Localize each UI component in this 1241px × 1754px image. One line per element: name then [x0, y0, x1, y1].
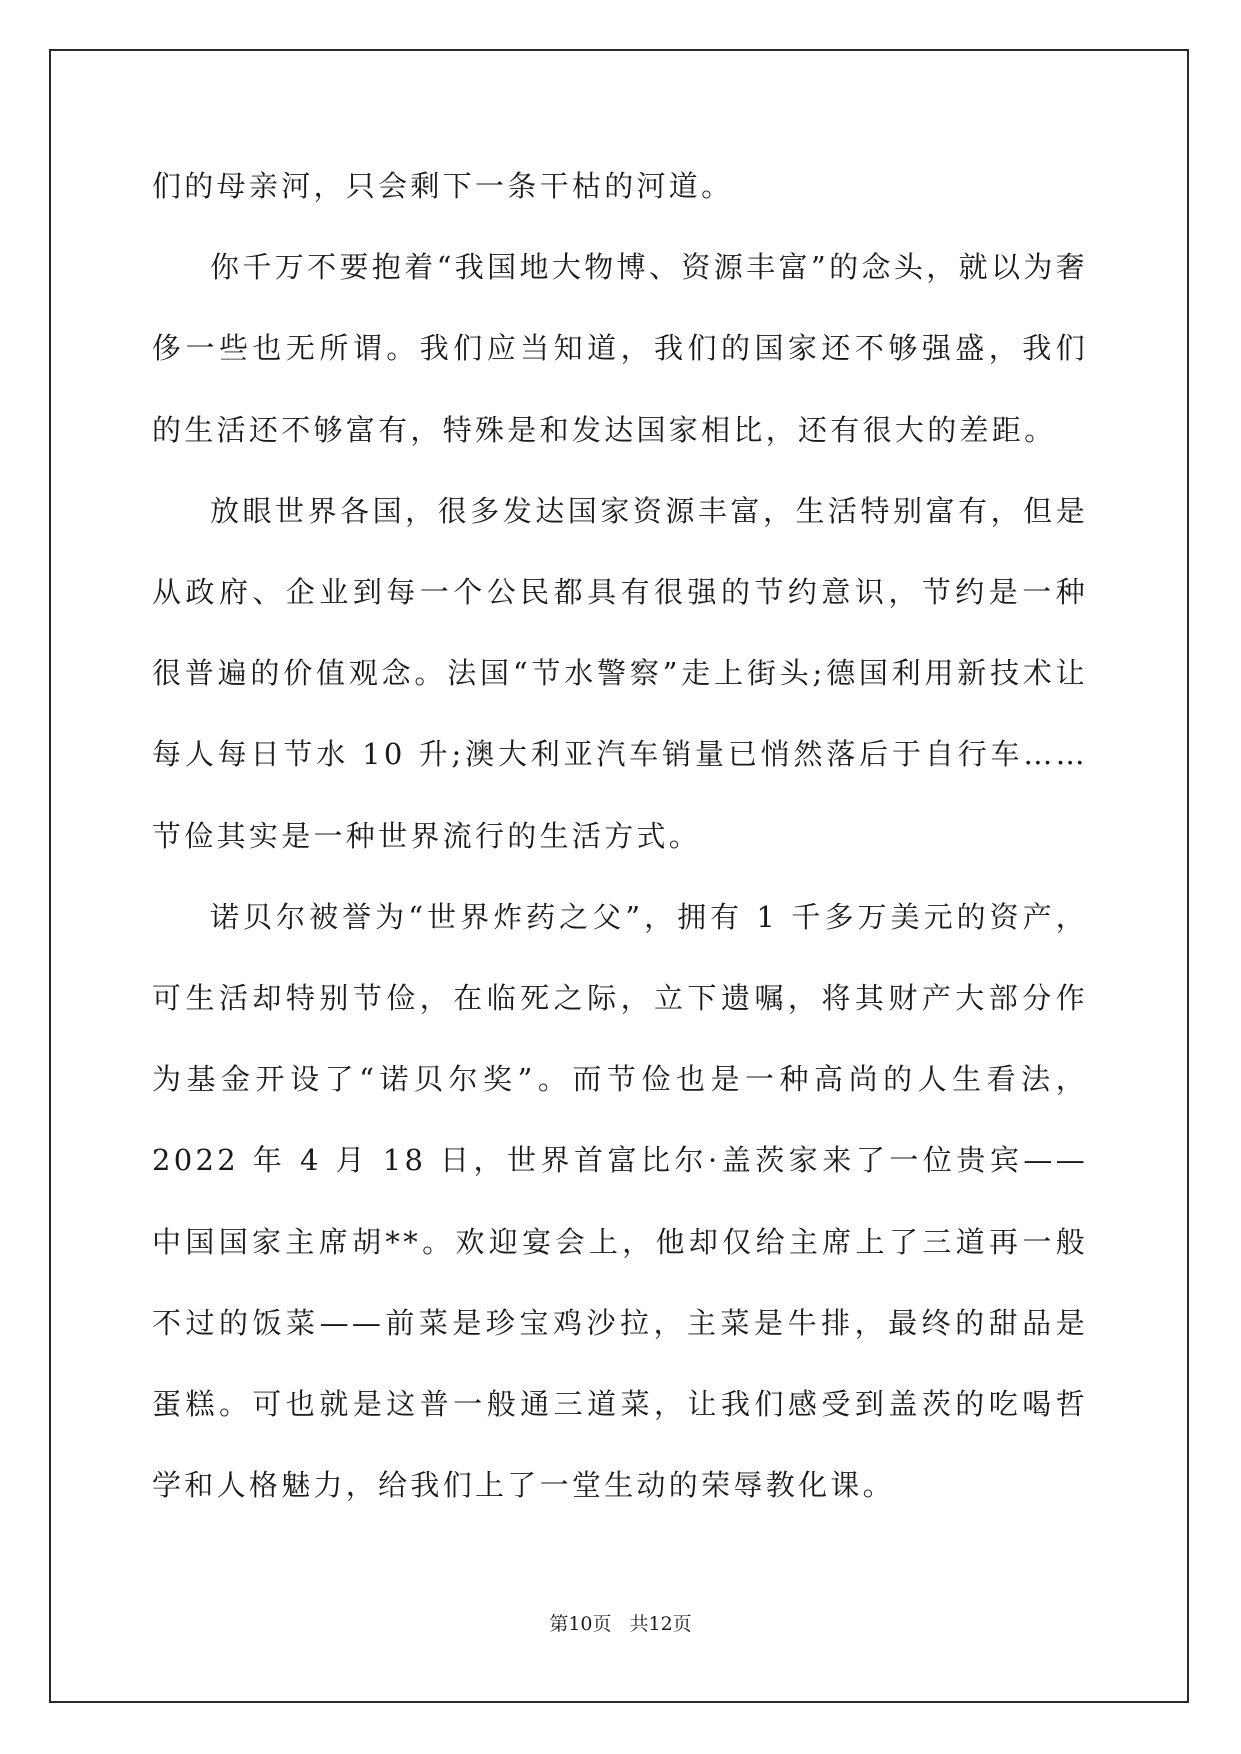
- page-footer: [0, 1612, 1241, 1636]
- document-body: [152, 146, 1088, 1526]
- paragraph-4: 诺贝尔被誉为“世界炸药之父”，拥有 1 千多万美元的资产，可生活却特别节俭，在临死之际，立下遗嘱，将其财产大部分作为基金开设了“诺贝尔奖”。而节俭也是一种高尚的人生看法，2022 年 4 月 18 日，世界首富比尔·盖茨家来了一位贵宾——中国国家主席胡**。欢迎宴会上，他却仅给主席上了三道再一般不过的饭菜——前菜是珍宝鸡沙拉，主菜是牛排，最终的甜品是蛋糕。可也就是这普一般通三道菜，让我们感受到盖茨的吃喝哲学和人格魅力，给我们上了一堂生动的荣辱教化课。: [152, 899, 1088, 1503]
- paragraph-3: 放眼世界各国，很多发达国家资源丰富，生活特别富有，但是从政府、企业到每一个公民都具有很强的节约意识，节约是一种很普遍的价值观念。法国“节水警察”走上街头;德国利用新技术让每人每日节水 10 升;澳大利亚汽车销量已悄然落后于自行车……节俭其实是一种世界流行的生活方式。: [152, 493, 1088, 853]
- page-number-current: 第10页: [549, 1613, 612, 1635]
- page-number-total: 共12页: [629, 1613, 692, 1635]
- paragraph-1: 们的母亲河，只会剩下一条干枯的河道。: [152, 169, 734, 203]
- paragraph-2: 你千万不要抱着“我国地大物博、资源丰富”的念头，就以为奢侈一些也无所谓。我们应当知道，我们的国家还不够强盛，我们的生活还不够富有，特殊是和发达国家相比，还有很大的差距。: [152, 250, 1088, 447]
